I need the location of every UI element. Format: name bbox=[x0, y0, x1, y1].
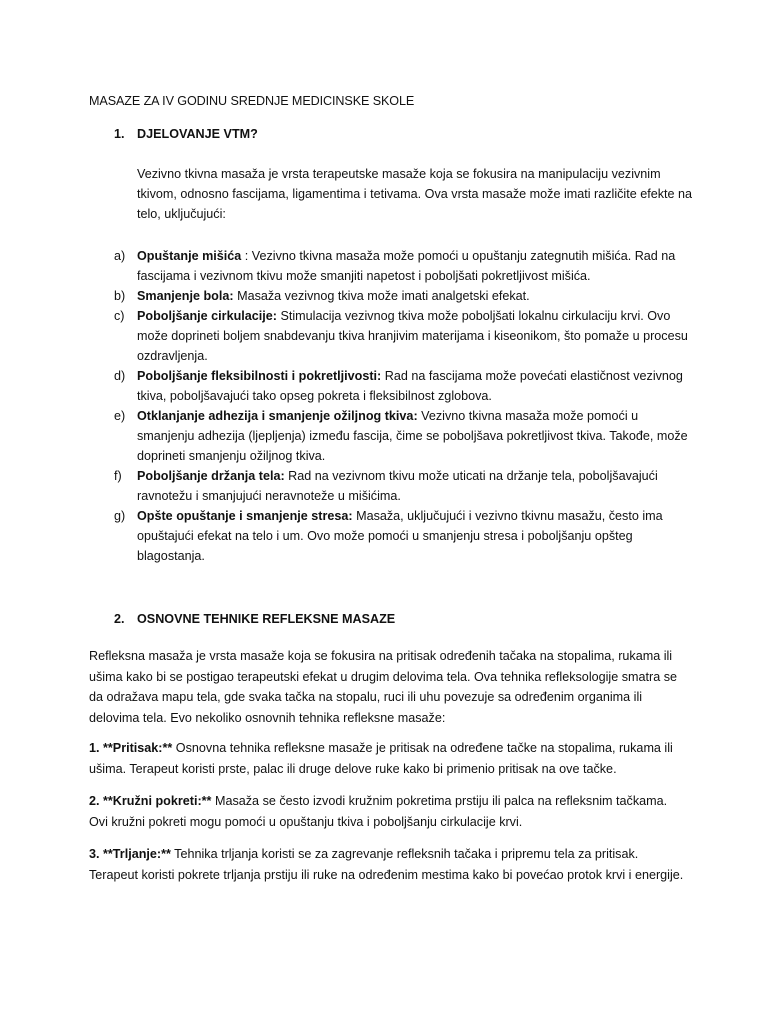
technique-text: Tehnika trljanja koristi se za zagrevanje refleksnih tačaka i pripremu tela za pritisak. Terapeut koristi pokrete trljanja prstiju ili ruke na određenim mestima kako bi povećao protok krvi i energije. bbox=[89, 847, 684, 882]
technique-paragraph bbox=[89, 791, 689, 832]
technique-paragraph bbox=[89, 738, 689, 779]
section-2-heading bbox=[114, 612, 395, 626]
list-item-letter: e) bbox=[114, 409, 126, 423]
list-item-term: Otklanjanje adhezija i smanjenje ožiljnog tkiva: bbox=[137, 409, 418, 423]
list-item-term: Poboljšanje fleksibilnosti i pokretljivosti: bbox=[137, 369, 382, 383]
technique-term: 2. **Kružni pokreti:** bbox=[89, 794, 212, 808]
effects-list bbox=[114, 246, 694, 566]
list-item bbox=[114, 246, 694, 286]
list-item-text: Stimulacija vezivnog tkiva može poboljšati lokalnu cirkulaciju krvi. Ovo može doprineti boljem snabdevanju tkiva hranjivim materijama i kiseonikom, što pomaže u procesu ozdravljenja. bbox=[137, 309, 688, 363]
list-item-text: Vezivno tkivna masaža može pomoći u smanjenju adhezija (ljepljenja) između fascija, čime se poboljšava pokretljivost tkiva. Takođe, može doprineti smanjenju ožiljnog tkiva. bbox=[137, 409, 688, 463]
list-item bbox=[114, 406, 694, 466]
list-item-letter: d) bbox=[114, 369, 126, 383]
list-item-text: Rad na fascijama može povećati elastičnost vezivnog tkiva, poboljšavajući tako opseg pokreta i fleksibilnost zglobova. bbox=[137, 369, 683, 403]
list-item bbox=[114, 306, 694, 366]
section-2-title: OSNOVNE TEHNIKE REFLEKSNE MASAZE bbox=[137, 612, 396, 626]
list-item-text: Masaža, uključujući i vezivno tkivnu masažu, često ima opuštajući efekat na telo i um. Ovo može pomoći u smanjenju stresa i poboljšanju opšteg blagostanja. bbox=[137, 509, 663, 563]
list-item-letter: a) bbox=[114, 249, 126, 263]
list-item bbox=[114, 506, 694, 566]
section-2-number: 2. bbox=[114, 612, 125, 626]
list-item-term: Opuštanje mišića bbox=[137, 249, 242, 263]
section-2-intro: Refleksna masaža je vrsta masaže koja se fokusira na pritisak određenih tačaka na stopalima, rukama ili ušima kako bi se postigao terapeutski efekat u drugim delovima tela. Ova tehnika refleksologije smatra se da odražava mapu tela, gde svaka tačka na stopalu, ruci ili uhu povezuje sa određenim organima ili delovima tela. Evo nekoliko osnovnih tehnika refleksne masaže: bbox=[89, 649, 678, 725]
section-1-number: 1. bbox=[114, 127, 125, 141]
list-item-text: : Vezivno tkivna masaža može pomoći u opuštanju zategnutih mišića. Rad na fascijama i vezivnom tkivu može smanjiti napetost i poboljšati pokretljivost mišića. bbox=[137, 249, 676, 283]
list-item-term: Poboljšanje držanja tela: bbox=[137, 469, 285, 483]
technique-text: Masaža se često izvodi kružnim pokretima prstiju ili palca na refleksnim tačkama. Ovi kružni pokreti mogu pomoći u opuštanju tkiva i poboljšanju cirkulacije krvi. bbox=[89, 794, 668, 829]
list-item-letter: c) bbox=[114, 309, 125, 323]
list-item-term: Poboljšanje cirkulacije: bbox=[137, 309, 277, 323]
technique-term: 3. **Trljanje:** bbox=[89, 847, 171, 861]
section-1-title: DJELOVANJE VTM? bbox=[137, 127, 258, 141]
section-1-heading bbox=[114, 127, 258, 141]
list-item-letter: g) bbox=[114, 509, 126, 523]
list-item-letter: b) bbox=[114, 289, 126, 303]
list-item-text: Masaža vezivnog tkiva može imati analgetski efekat. bbox=[233, 289, 530, 303]
technique-text: Osnovna tehnika refleksne masaže je pritisak na određene tačke na stopalima, rukama ili ušima. Terapeut koristi prste, palac ili druge delove ruke kako bi primenio pritisak na ove tačke. bbox=[89, 741, 673, 776]
list-item bbox=[114, 366, 694, 406]
document-title: MASAZE ZA IV GODINU SREDNJE MEDICINSKE SKOLE bbox=[89, 94, 415, 108]
list-item bbox=[114, 286, 694, 306]
list-item bbox=[114, 466, 694, 506]
technique-paragraph bbox=[89, 844, 689, 885]
list-item-term: Opšte opuštanje i smanjenje stresa: bbox=[137, 509, 353, 523]
list-item-term: Smanjenje bola: bbox=[137, 289, 234, 303]
list-item-text: Rad na vezivnom tkivu može uticati na držanje tela, poboljšavajući ravnotežu i smanjujući neravnoteže u mišićima. bbox=[137, 469, 658, 503]
section-1-intro: Vezivno tkivna masaža je vrsta terapeutske masaže koja se fokusira na manipulaciju vezivnim tkivom, odnosno fascijama, ligamentima i tetivama. Ova vrsta masaže može imati različite efekte na telo, uključujući: bbox=[137, 167, 693, 221]
technique-term: 1. **Pritisak:** bbox=[89, 741, 173, 755]
list-item-letter: f) bbox=[114, 469, 122, 483]
